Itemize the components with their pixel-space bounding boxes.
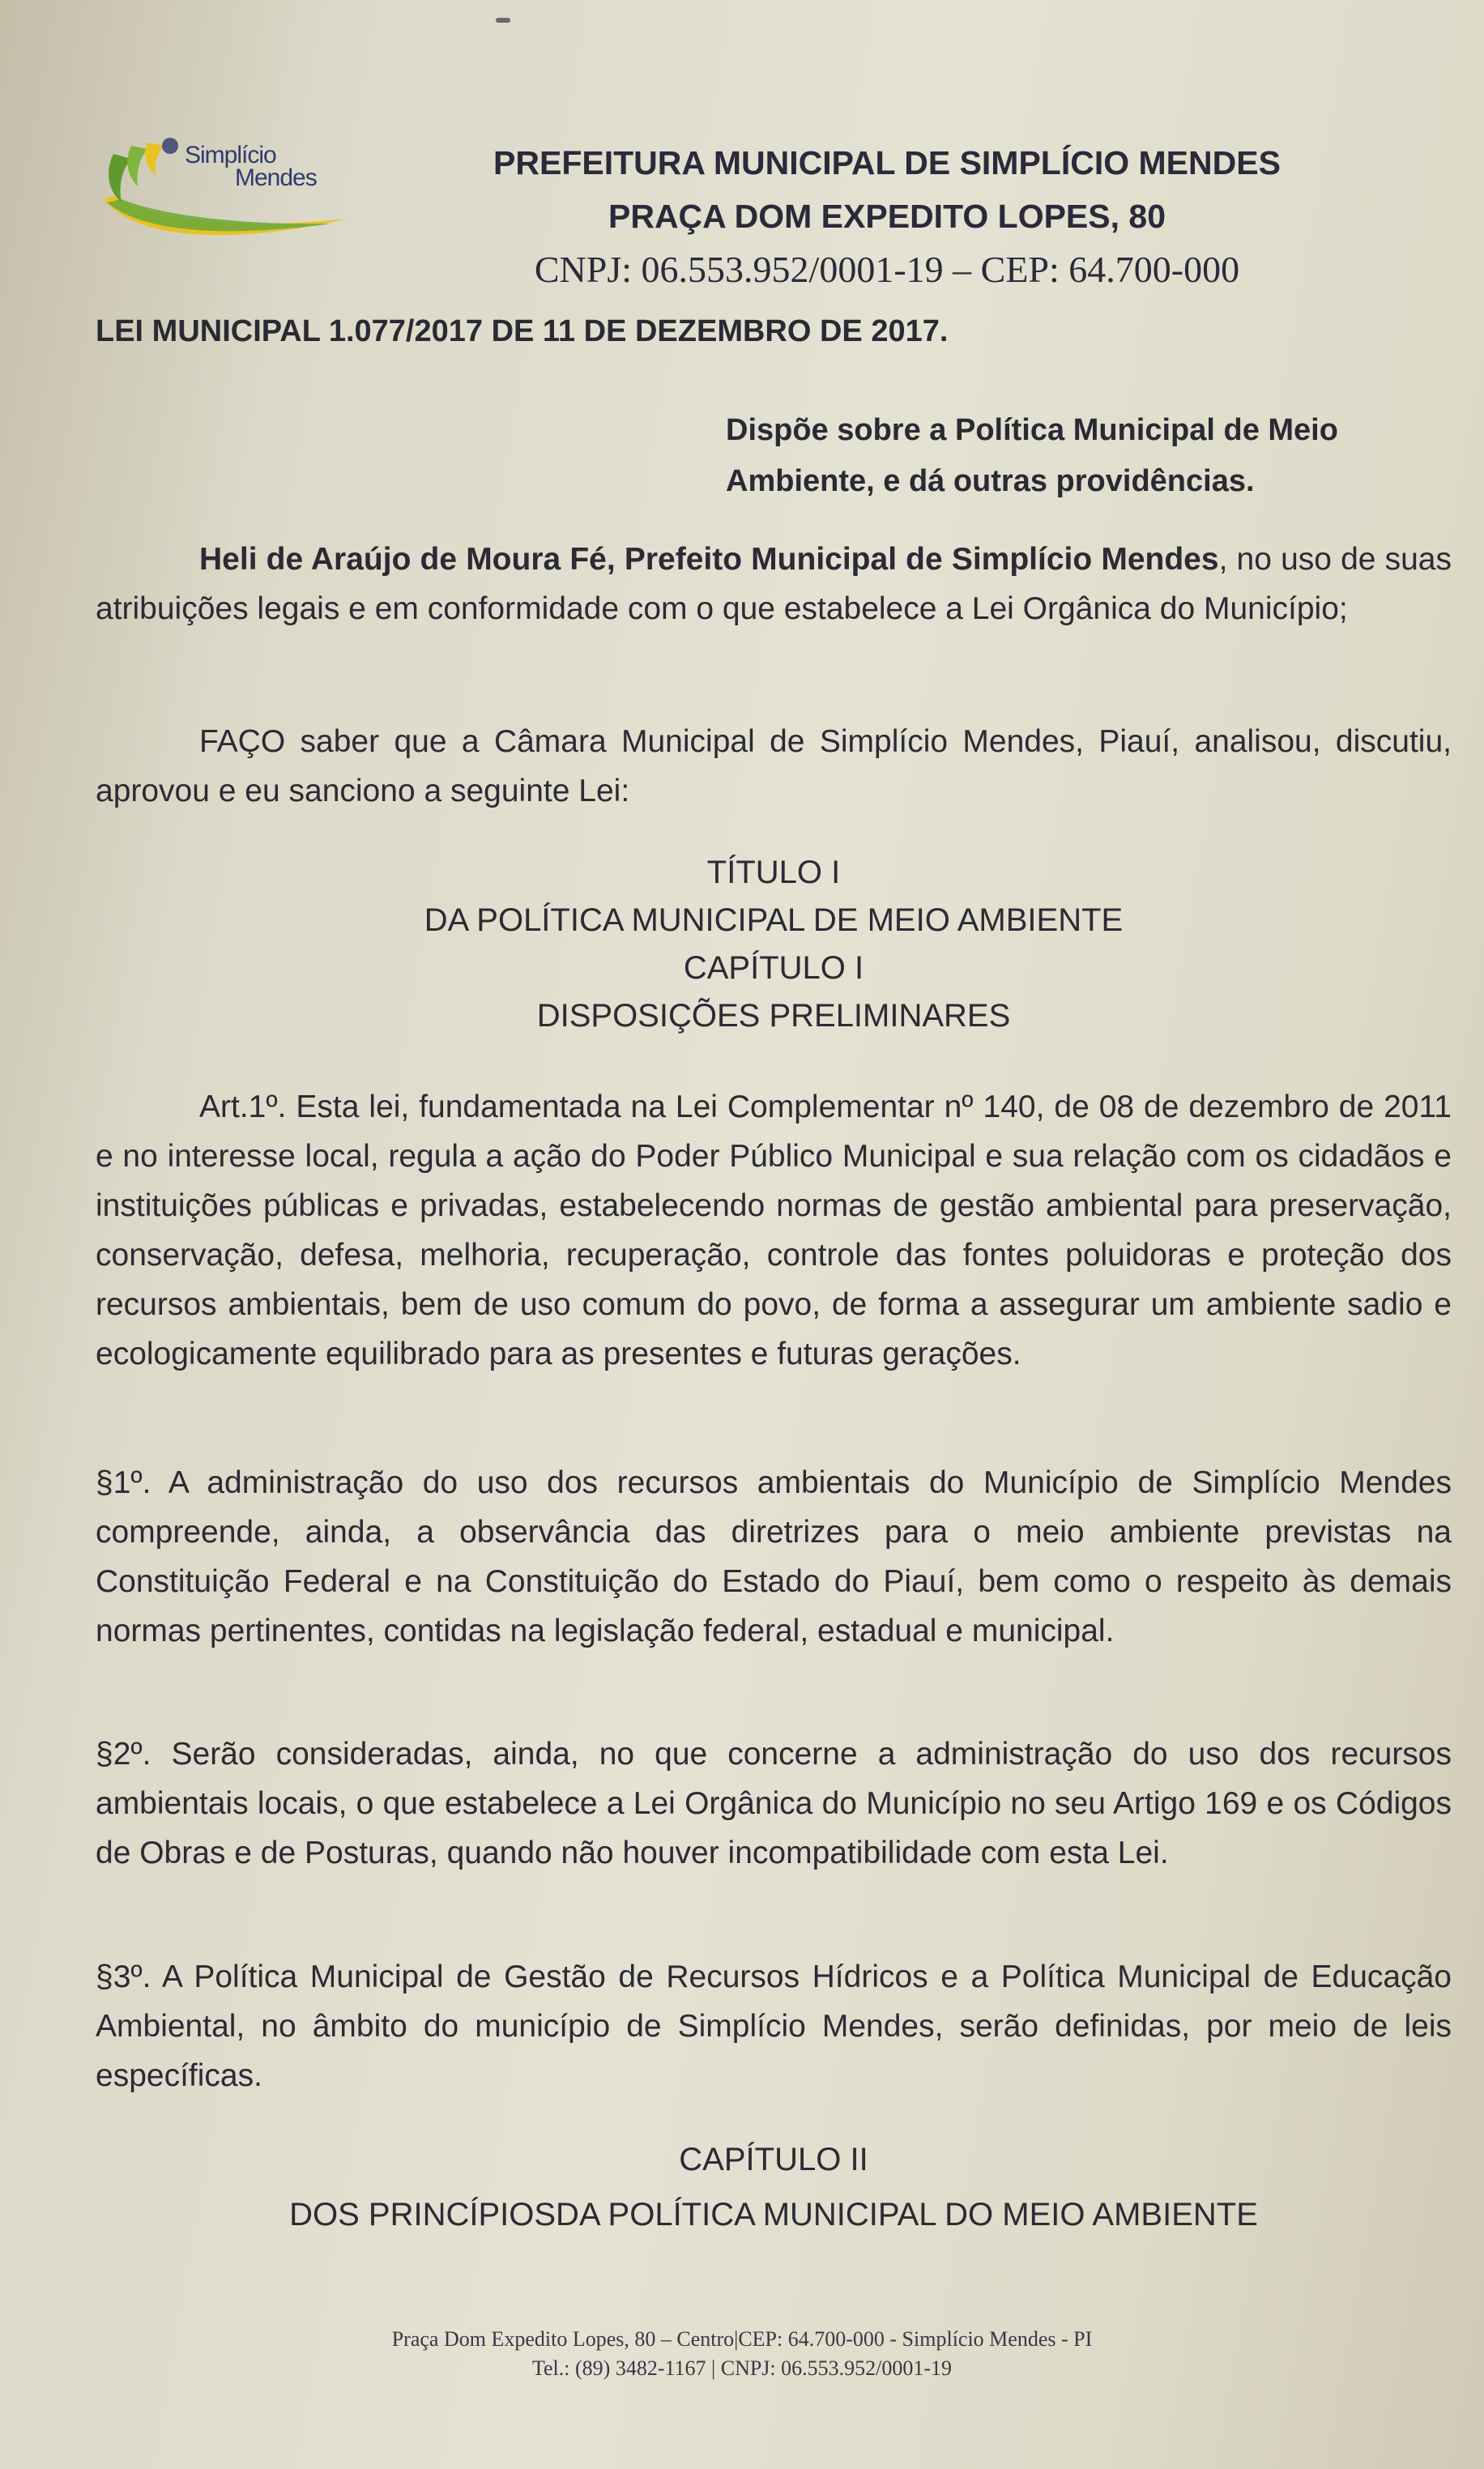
footer-contact: Tel.: (89) 3482-1167 | CNPJ: 06.553.952/0001-19 <box>531 2356 953 2380</box>
letterhead-text <box>429 136 1345 296</box>
prefeitura-name: PREFEITURA MUNICIPAL DE SIMPLÍCIO MENDES <box>493 144 1281 181</box>
page-footer <box>0 2325 1484 2383</box>
paragraph-2: §2º. Serão consideradas, ainda, no que concerne a administração do uso dos recursos ambientais locais, o que estabelece a Lei Orgânica do Município no seu Artigo 169 e os Códigos de Obras e de Posturas, quando não houver incompatibilidade com esta Lei. <box>96 1737 1452 1870</box>
prefeitura-address: PRAÇA DOM EXPEDITO LOPES, 80 <box>608 198 1166 235</box>
letterhead <box>89 122 1418 290</box>
logo-text-line2: Mendes <box>235 164 317 191</box>
title-heading <box>96 849 1452 1040</box>
paragraph-3: §3º. A Política Municipal de Gestão de Recursos Hídricos e a Política Municipal de Educação Ambiental, no âmbito do município de Simplício Mendes, serão definidas, por meio de leis específicas. <box>96 1959 1452 2093</box>
chapter-2-heading <box>96 2132 1452 2242</box>
scan-mark <box>496 18 510 23</box>
chapter-number: CAPÍTULO I <box>683 950 864 986</box>
preamble-enactment: FAÇO saber que a Câmara Municipal de Simplício Mendes, Piauí, analisou, discutiu, aprovou e eu sanciono a seguinte Lei: <box>96 724 1452 808</box>
law-title: LEI MUNICIPAL 1.077/2017 DE 11 DE DEZEMBRO DE 2017. <box>96 314 949 348</box>
municipality-logo <box>89 122 356 243</box>
title-number: TÍTULO I <box>706 855 841 890</box>
footer-address: Praça Dom Expedito Lopes, 80 – Centro|CEP: 64.700-000 - Simplício Mendes - PI <box>391 2327 1093 2351</box>
law-ementa: Dispõe sobre a Política Municipal de Meio Ambiente, e dá outras providências. <box>726 413 1338 498</box>
article-1: Art.1º. Esta lei, fundamentada na Lei Complementar nº 140, de 08 de dezembro de 2011 e no interesse local, regula a ação do Poder Público Municipal e sua relação com os cidadãos e instituições públicas e privadas, estabelecendo normas de gestão ambiental para preservação, conservação, defesa, melhoria, recuperação, controle das fontes poluidoras e proteção dos recursos ambientais, bem de uso comum do povo, de forma a assegurar um ambiente sadio e ecologicamente equilibrado para as presentes e futuras gerações. <box>96 1090 1452 1371</box>
logo-text <box>185 144 317 190</box>
mayor-rest: , no uso de suas atribuições legais e em conformidade com o que estabelece a Lei Orgânica do Município; <box>96 542 1452 626</box>
chapter-2-number: CAPÍTULO II <box>679 2142 868 2177</box>
logo-text-line1: Simplício <box>185 142 276 168</box>
chapter-name: DISPOSIÇÕES PRELIMINARES <box>536 998 1011 1034</box>
prefeitura-cnpj-cep: CNPJ: 06.553.952/0001-19 – CEP: 64.700-000 <box>534 249 1240 290</box>
title-name: DA POLÍTICA MUNICIPAL DE MEIO AMBIENTE <box>424 902 1124 938</box>
paragraph-1: §1º. A administração do uso dos recursos ambientais do Município de Simplício Mendes compreende, ainda, a observância das diretrizes para o meio ambiente previstas na Constituição Federal e na Constituição do Estado do Piauí, bem como o respeito às demais normas pertinentes, contidas na legislação federal, estadual e municipal. <box>96 1465 1452 1648</box>
mayor-name: Heli de Araújo de Moura Fé, Prefeito Municipal de Simplício Mendes <box>199 542 1219 577</box>
chapter-2-name: DOS PRINCÍPIOSDA POLÍTICA MUNICIPAL DO MEIO AMBIENTE <box>289 2197 1258 2232</box>
preamble-mayor <box>96 535 1452 633</box>
